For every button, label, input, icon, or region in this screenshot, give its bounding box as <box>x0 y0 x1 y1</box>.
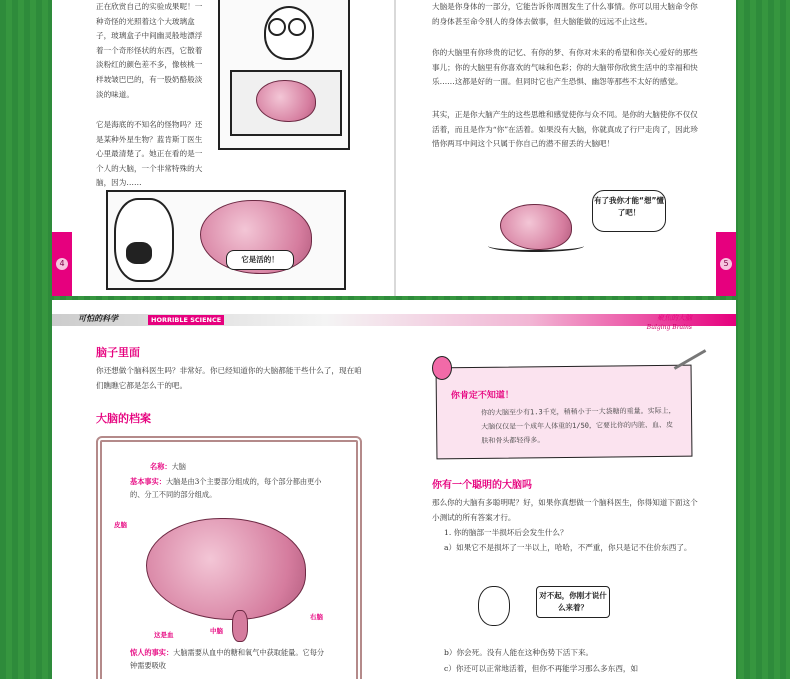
note-title: 你肯定不知道！ <box>450 390 514 402</box>
section-title-smart-brain: 你有一个聪明的大脑吗 <box>432 480 532 491</box>
bottom-spread <box>52 300 736 679</box>
note-text: 你的大脑至少有1.3千克，稍稍小于一大袋糖的重量。实际上，大脑仅仅是一个成年人体重的1/50，它要比你的内脏、血、皮肤和骨头都轻得多。 <box>480 406 676 445</box>
think-speech-bubble: 有了我你才能“想”懂了吧！ <box>592 190 666 232</box>
glasses-right-icon <box>288 18 306 36</box>
right-paragraph-1: 大脑是你身体的一部分，它能告诉你周围发生了什么事情。你可以用大脑命令你的身体甚至命令别人的身体去做事，但大脑能做的远远不止这些。 <box>432 2 698 26</box>
file-name-label: 名称： <box>150 462 172 471</box>
file-terrible-value: 大脑需要从血中的糖和氧气中获取能量。它每分钟需要吸收 <box>130 648 325 670</box>
did-you-know-note <box>436 365 693 460</box>
sorry-speech-bubble: 对不起，你刚才说什么来着？ <box>536 586 610 618</box>
page-tab-right <box>716 232 736 296</box>
label-right-brain: 右脑 <box>310 613 323 621</box>
little-devil-icon <box>432 356 452 380</box>
open-mouth-icon <box>126 242 152 264</box>
header-subtitle-right: Bulging Brains <box>646 324 692 331</box>
label-midbrain: 中脑 <box>210 627 223 635</box>
confused-face-icon <box>478 586 510 626</box>
file-name-value: 大脑 <box>171 462 186 471</box>
scientist-illustration <box>218 0 350 150</box>
alive-speech-bubble: 它是活的！ <box>226 250 294 270</box>
answer-a: a）如果它不是损坏了一半以上，哈哈，不严重，你只是记不住价东西了。 <box>444 543 692 552</box>
left-paragraph-2a <box>96 118 208 191</box>
alive-comic-panel <box>106 190 346 290</box>
right-paragraph-2: 你的大脑里有你珍贵的记忆、有你的梦、有你对未来的希望和你关心爱好的那些事儿；你的大脑里有你喜欢的气味和色彩；你的大脑带你欣赏生活中的幸福和快乐……这都是好的一面。但同时它也产生恐惧、幽怨等那些不太好的感觉。 <box>432 48 698 87</box>
glasses-left-icon <box>268 18 286 36</box>
left-paragraph-2: 它是海底的不知名的怪物吗？还是某种外星生物？蓝肯斯丁医生心里最清楚了。她正在看的是一个人的大脑，一个非常特殊的大脑，因为…… <box>96 120 203 188</box>
brain-file-box <box>96 436 362 679</box>
shouting-face <box>114 198 174 282</box>
file-facts-value: 大脑是由3个主要部分组成的，每个部分都由更小的、分工不同的部分组成。 <box>130 477 322 499</box>
top-spread <box>52 0 736 296</box>
file-terrible-row <box>130 646 330 672</box>
book-spine <box>394 0 396 296</box>
answer-b: b）你会死。没有人能在这种伤势下活下来。 <box>444 648 594 657</box>
brain-diagram-icon <box>146 518 306 620</box>
file-name-row <box>150 460 186 473</box>
file-terrible-label: 惊人的事实： <box>130 648 174 657</box>
page-number-5: 5 <box>720 258 732 270</box>
left-paragraph-1: 正在欣赏自己的实验成果呢！一种奇怪的光照着这个大玻璃盒子，玻璃盒子中间幽灵般地漂浮着一个奇形怪状的东西，它散着淡粉红的颜色差不多，像核桃一样坡皱巴巴的，有一股奶酪般淡淡的味道。 <box>96 2 203 99</box>
smart-brain-intro: 那么你的大脑有多聪明呢？好，如果你真想做一个脑科医生，你得知道下面这个小测试的所有答案才行。 <box>432 498 698 522</box>
inside-brain-text: 你还想做个脑科医生吗？非常好。你已经知道你的大脑都能干些什么了，现在咱们瞧瞧它都是怎么干的吧。 <box>96 366 362 390</box>
file-facts-row <box>130 475 326 501</box>
brain-puddle <box>488 240 584 252</box>
header-title-right: 聚焦的大脑 <box>657 314 692 322</box>
page-tab-left <box>52 232 72 296</box>
label-cortex: 皮脑 <box>114 521 127 529</box>
header-title-left: 可怕的科学 <box>78 314 118 323</box>
page-number-4: 4 <box>56 258 68 270</box>
right-paragraph-3: 其实，正是你大脑产生的这些思维和感觉使你与众不同。是你的大脑使你不仅仅活着，而且是作为“你”在活着。如果没有大脑，你就真成了行尸走肉了，因此珍惜你两耳中间这个只属于你自己的潜不留丢的大脑吧！ <box>432 110 698 149</box>
brain-stem-icon <box>232 610 248 642</box>
answer-c: c）你还可以正常地活着，但你不再能学习那么多东西，如 <box>444 664 639 673</box>
label-blood: 这是血 <box>154 631 174 639</box>
brain-in-tank-icon <box>256 80 316 122</box>
section-title-inside-brain: 脑子里面 <box>96 346 140 359</box>
file-facts-label: 基本事实： <box>130 477 166 486</box>
section-title-brain-file: 大脑的档案 <box>96 412 151 425</box>
horrible-science-badge: HORRIBLE SCIENCE <box>148 315 224 325</box>
question-1: 1. 你的脑部一半损坏后会发生什么？ <box>444 528 568 537</box>
